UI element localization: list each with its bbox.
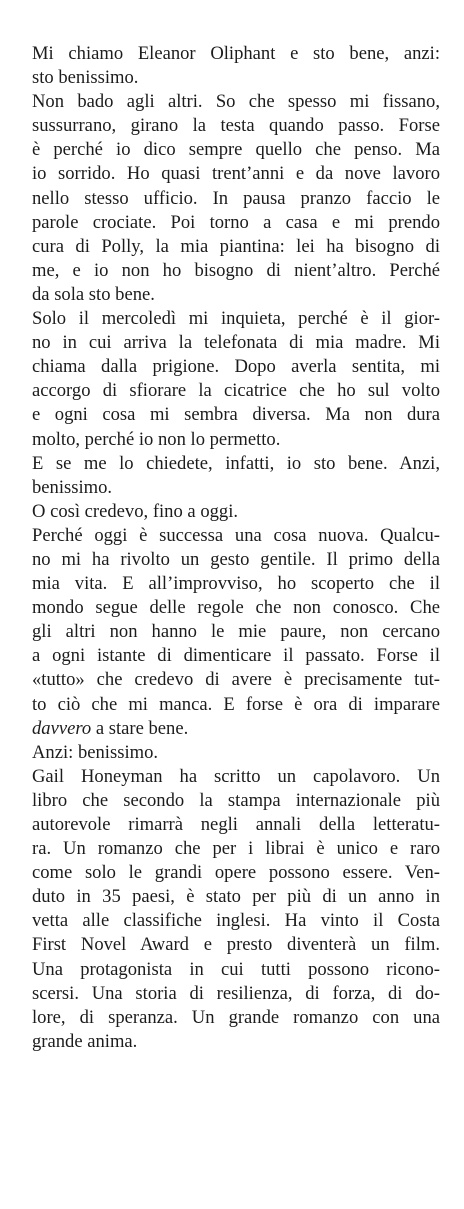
text-line: Mi chiamo Eleanor Oliphant e sto bene, anzi: — [32, 43, 440, 64]
text-line: duto in 35 paesi, è stato per più di un anno in — [32, 886, 440, 908]
text-line: molto, perché io non lo permetto. — [32, 428, 281, 450]
text-line: io sorrido. Ho quasi trent’anni e da nove lavoro — [32, 163, 440, 185]
paragraph — [32, 307, 440, 452]
text-line: scersi. Una storia di resilienza, di forza, di do- — [32, 982, 440, 1004]
paragraph — [32, 765, 440, 1054]
text-line: E se me lo chiedete, infatti, io sto bene. Anzi, — [32, 452, 440, 474]
text-line — [32, 717, 440, 741]
text-line: «tutto» che credevo di avere è precisamente tut- — [32, 669, 440, 691]
text-line: Perché oggi è successa una cosa nuova. Qualcu- — [32, 524, 440, 546]
text-line: benissimo. — [32, 476, 113, 498]
text-line: ra. Un romanzo che per i librai è unico e raro — [32, 838, 440, 860]
text-line: nello stesso ufficio. In pausa pranzo faccio le — [32, 187, 440, 209]
text-line: First Novel Award e presto diventerà un film. — [32, 934, 440, 956]
paragraph — [32, 452, 440, 500]
text-line: no in cui arriva la telefonata di mia madre. Mi — [32, 332, 440, 354]
text-line: accorgo di sfiorare la cicatrice che ho sul volto — [32, 380, 440, 402]
text-line: sussurrano, girano la testa quando passo. Forse — [32, 115, 440, 137]
text-line: Non bado agli altri. So che spesso mi fissano, — [32, 91, 440, 113]
text-line: no mi ha rivolto un gesto gentile. Il primo della — [32, 548, 440, 570]
text-line: chiama dalla prigione. Dopo averla sentita, mi — [32, 356, 440, 378]
text-line: O così credevo, fino a oggi. — [32, 500, 239, 522]
text-line: Solo il mercoledì mi inquieta, perché è il gior- — [32, 308, 440, 330]
text-line: mondo segue delle regole che non conosco. Che — [32, 597, 440, 619]
text-line: grande anima. — [32, 1030, 138, 1052]
italic-word: davvero — [32, 717, 92, 739]
text-line: autorevole rimarrà negli annali della letteratu- — [32, 814, 440, 835]
text-line: Una protagonista in cui tutti possono ricono- — [32, 958, 440, 980]
paragraph — [32, 90, 440, 307]
text-line: a ogni istante di dimenticare il passato. Forse il — [32, 645, 440, 667]
text-fragment: a stare bene. — [91, 717, 189, 739]
text-line: libro che secondo la stampa internazionale più — [32, 789, 440, 811]
text-line: sto benissimo. — [32, 67, 139, 89]
text-line: lore, di speranza. Un grande romanzo con una — [32, 1006, 440, 1028]
text-line: cura di Polly, la mia piantina: lei ha bisogno di — [32, 235, 440, 257]
text-line: Anzi: benissimo. — [32, 741, 159, 763]
text-line: è perché io dico sempre quello che penso. Ma — [32, 139, 440, 161]
paragraph — [32, 500, 440, 524]
text-line: parole crociate. Poi torno a casa e mi prendo — [32, 211, 440, 233]
paragraph — [32, 524, 440, 741]
text-line: come solo le grandi opere possono essere. Ven- — [32, 862, 440, 884]
book-blurb — [32, 42, 440, 1054]
text-line: gli altri non hanno le mie paure, non cercano — [32, 621, 440, 643]
paragraph — [32, 42, 440, 90]
text-line: mia vita. E all’improvviso, ho scoperto che il — [32, 573, 440, 595]
paragraph — [32, 741, 440, 765]
text-line: Gail Honeyman ha scritto un capolavoro. Un — [32, 765, 440, 787]
text-line: me, e io non ho bisogno di nient’altro. Perché — [32, 259, 440, 281]
text-line: to ciò che mi manca. E forse è ora di imparare — [32, 693, 440, 715]
text-line: e ogni cosa mi sembra diversa. Ma non dura — [32, 404, 440, 426]
text-line: da sola sto bene. — [32, 283, 155, 305]
text-line: vetta alle classifiche inglesi. Ha vinto il Costa — [32, 910, 440, 932]
